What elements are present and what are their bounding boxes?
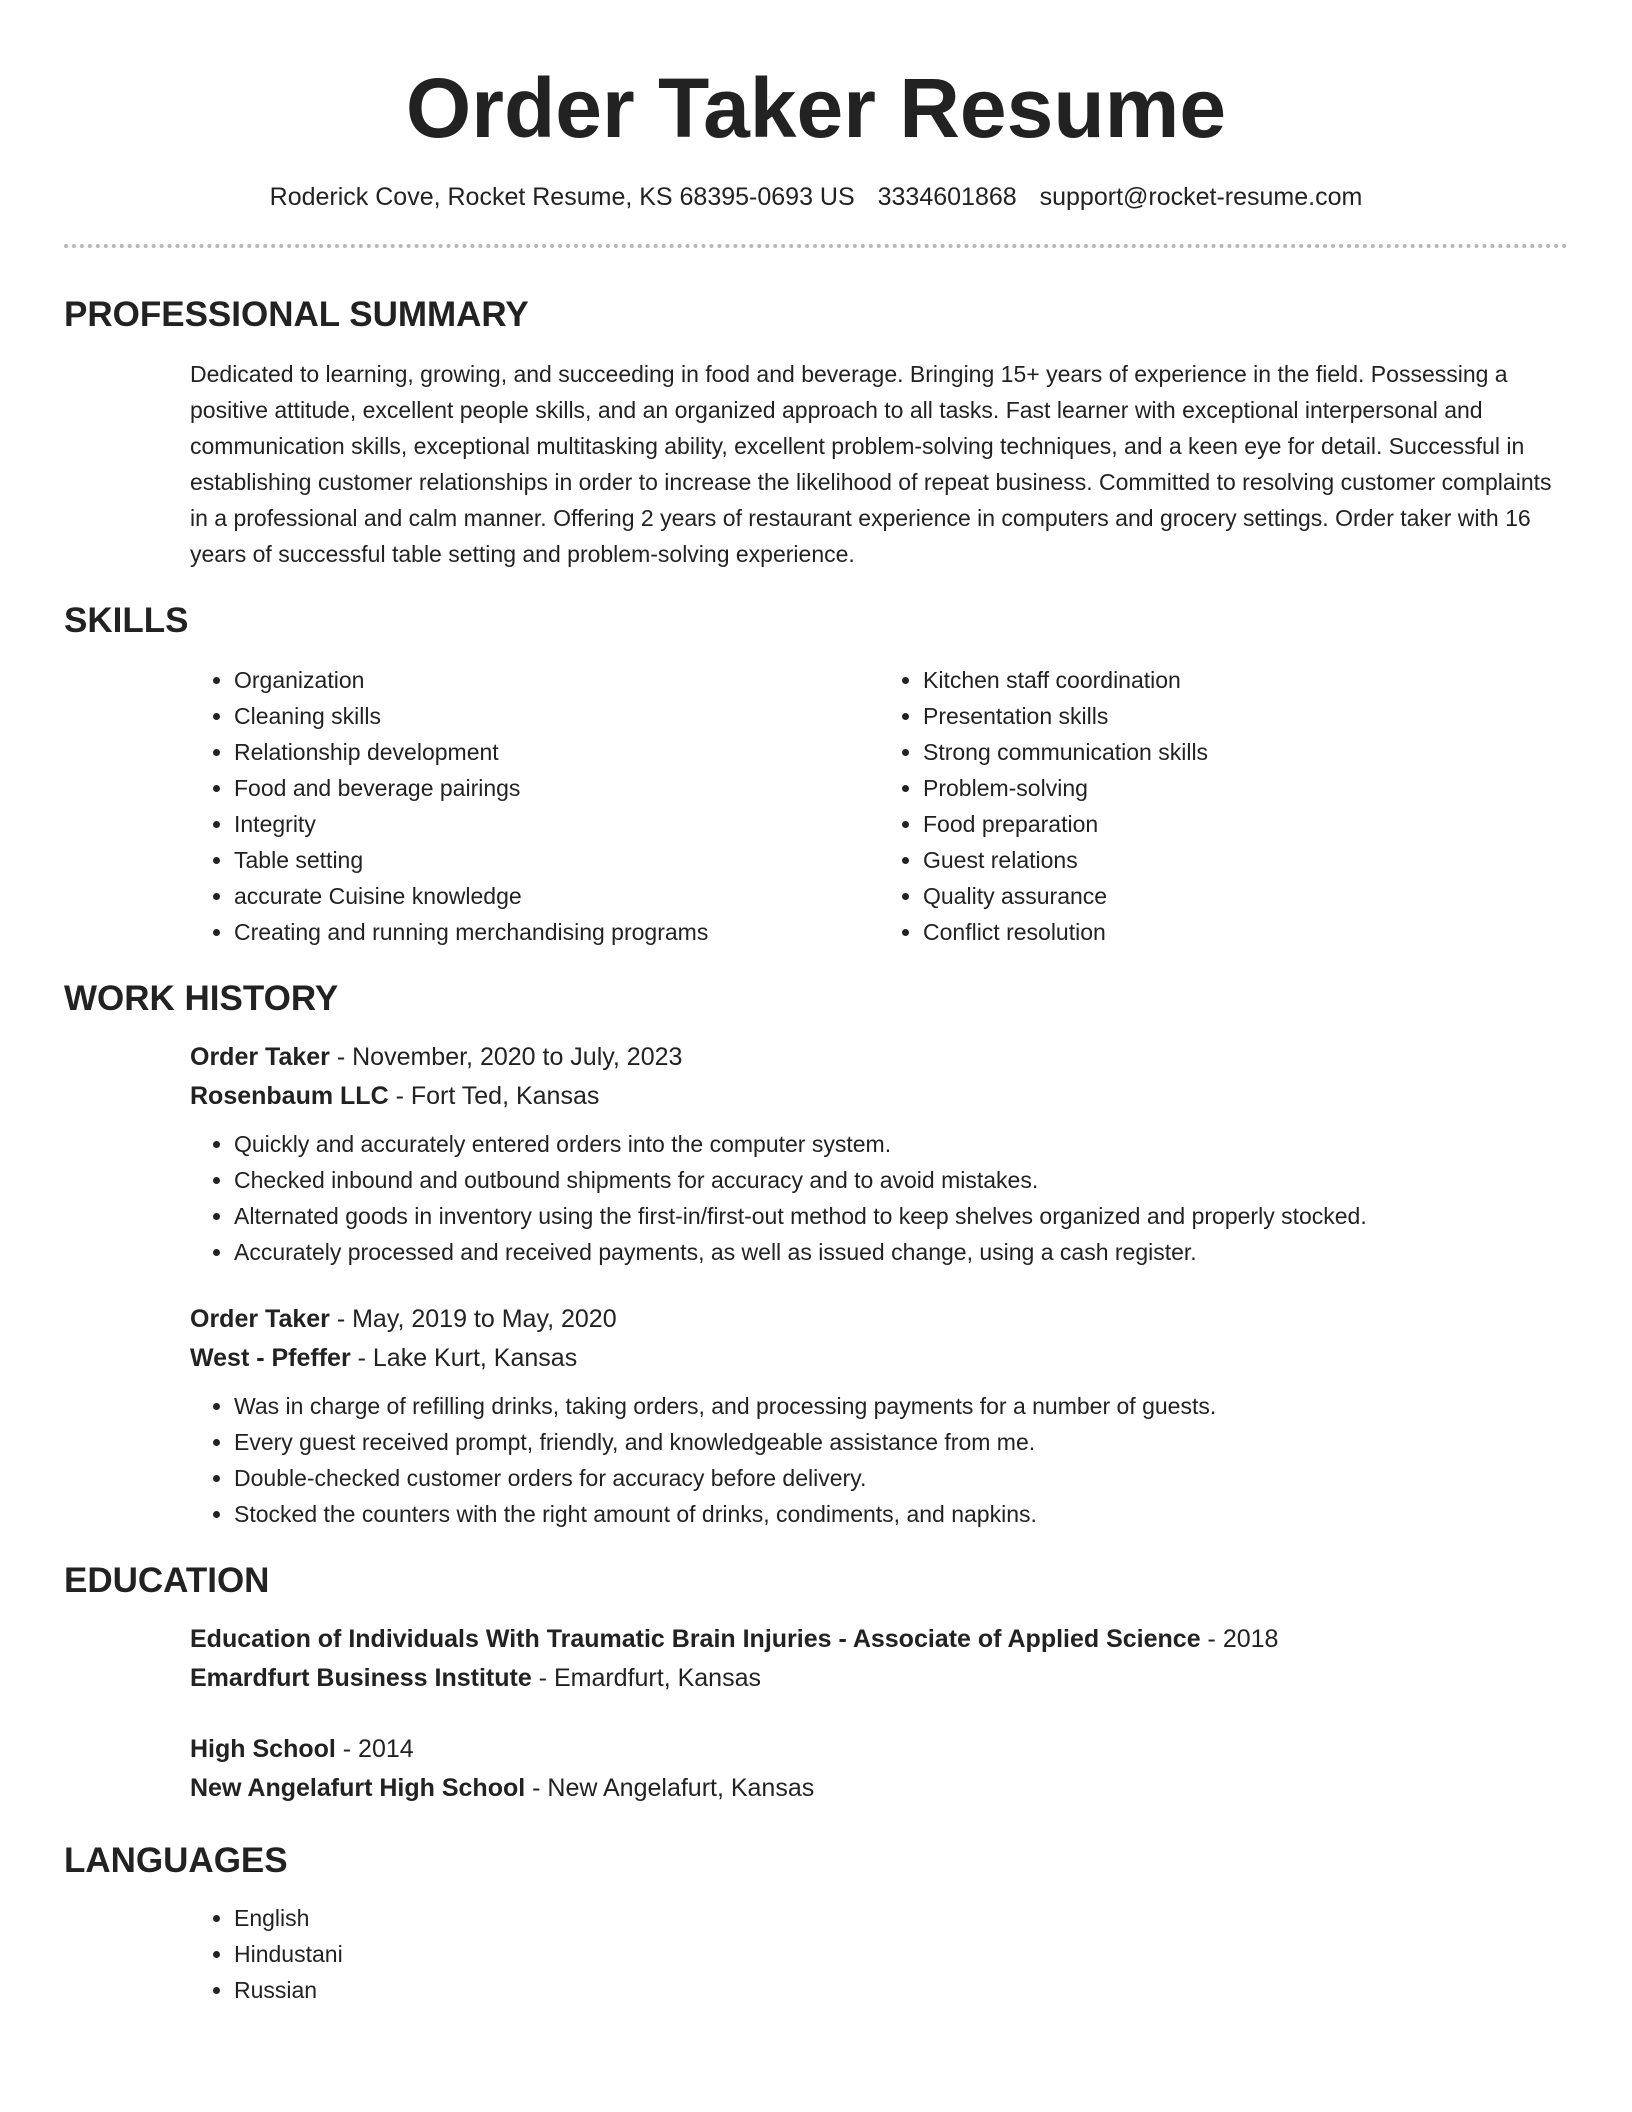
job-company-line (190, 1077, 1568, 1116)
job-bullet: • Quickly and accurately entered orders into the computer system. (234, 1126, 1568, 1162)
job-role-line (190, 1038, 1568, 1077)
job-company: Rosenbaum LLC (190, 1081, 389, 1110)
skills-section (64, 600, 1568, 950)
job-bullet: • Every guest received prompt, friendly, and knowledgeable assistance from me. (234, 1424, 1568, 1460)
skills-columns (190, 662, 1568, 950)
job-company-line (190, 1339, 1568, 1378)
education-school: Emardfurt Business Institute (190, 1663, 532, 1692)
education-year: - 2018 (1200, 1624, 1279, 1653)
education-entry (190, 1620, 1568, 1698)
job-company: West - Pfeffer (190, 1343, 351, 1372)
skill-item: • Creating and running merchandising programs (234, 914, 879, 950)
education-section (64, 1560, 1568, 1808)
skill-item: • Food preparation (923, 806, 1568, 842)
education-school: New Angelafurt High School (190, 1773, 526, 1802)
resume-title: Order Taker Resume (405, 61, 1227, 155)
education-degree: Education of Individuals With Traumatic Brain Injuries - Associate of Applied Science (190, 1624, 1201, 1653)
job-bullet: • Alternated goods in inventory using the first-in/first-out method to keep shelves organized and properly stocked. (234, 1198, 1568, 1234)
work-heading: WORK HISTORY (64, 978, 339, 1018)
summary-section (64, 294, 1568, 572)
job-bullet: • Accurately processed and received payments, as well as issued change, using a cash register. (234, 1234, 1568, 1270)
education-entry (190, 1730, 1568, 1808)
contact-line (64, 183, 1568, 212)
skill-item: • Guest relations (923, 842, 1568, 878)
languages-heading: LANGUAGES (64, 1840, 288, 1880)
education-degree-line (190, 1620, 1568, 1659)
education-school-line (190, 1659, 1568, 1698)
contact-phone: 3334601868 (877, 182, 1017, 211)
language-item: • Hindustani (234, 1936, 1568, 1972)
skill-item: • Organization (234, 662, 879, 698)
job-entry (190, 1038, 1568, 1270)
skill-item: • Food and beverage pairings (234, 770, 879, 806)
education-location: - Emardfurt, Kansas (531, 1663, 761, 1692)
skills-heading: SKILLS (64, 600, 189, 640)
skills-right-list (879, 662, 1568, 950)
job-role-line (190, 1300, 1568, 1339)
job-location: - Lake Kurt, Kansas (350, 1343, 578, 1372)
resume-page (64, 0, 1568, 2008)
skill-item: • Cleaning skills (234, 698, 879, 734)
skill-item: • Quality assurance (923, 878, 1568, 914)
job-bullets (190, 1126, 1568, 1270)
job-role: Order Taker (190, 1304, 330, 1333)
language-item: • Russian (234, 1972, 1568, 2008)
header-divider (64, 244, 1568, 248)
education-degree: High School (190, 1734, 336, 1763)
job-bullet: • Stocked the counters with the right amount of drinks, condiments, and napkins. (234, 1496, 1568, 1532)
skill-item: • Table setting (234, 842, 879, 878)
languages-list (190, 1900, 1568, 2008)
job-bullet: • Double-checked customer orders for accuracy before delivery. (234, 1460, 1568, 1496)
job-role: Order Taker (190, 1042, 330, 1071)
languages-section (64, 1840, 1568, 2008)
education-year: - 2014 (335, 1734, 414, 1763)
skill-item: • Strong communication skills (923, 734, 1568, 770)
language-item: • English (234, 1900, 1568, 1936)
skill-item: • Relationship development (234, 734, 879, 770)
job-dates: - November, 2020 to July, 2023 (329, 1042, 683, 1071)
contact-email: support@rocket-resume.com (1039, 182, 1363, 211)
education-heading: EDUCATION (64, 1560, 270, 1600)
skill-item: • Kitchen staff coordination (923, 662, 1568, 698)
skill-item: • accurate Cuisine knowledge (234, 878, 879, 914)
summary-heading: PROFESSIONAL SUMMARY (64, 294, 529, 334)
job-location: - Fort Ted, Kansas (388, 1081, 600, 1110)
job-dates: - May, 2019 to May, 2020 (329, 1304, 617, 1333)
job-entry (190, 1300, 1568, 1532)
skill-item: • Integrity (234, 806, 879, 842)
job-bullets (190, 1388, 1568, 1532)
education-location: - New Angelafurt, Kansas (525, 1773, 815, 1802)
skills-left-list (190, 662, 879, 950)
education-school-line (190, 1769, 1568, 1808)
education-degree-line (190, 1730, 1568, 1769)
skill-item: • Presentation skills (923, 698, 1568, 734)
job-bullet: • Checked inbound and outbound shipments for accuracy and to avoid mistakes. (234, 1162, 1568, 1198)
work-section (64, 978, 1568, 1532)
contact-address: Roderick Cove, Rocket Resume, KS 68395-0693 US (269, 182, 855, 211)
skill-item: • Conflict resolution (923, 914, 1568, 950)
job-bullet: • Was in charge of refilling drinks, taking orders, and processing payments for a number of guests. (234, 1388, 1568, 1424)
skill-item: • Problem-solving (923, 770, 1568, 806)
summary-text: Dedicated to learning, growing, and succeeding in food and beverage. Bringing 15+ years of experience in the field. Possessing a positive attitude, excellent people skills, and an organized approach to all tasks. Fast learner with exceptional interpersonal and communication skills, exceptional multitasking ability, excellent problem-solving techniques, and a keen eye for detail. Successful in establishing customer relationships in order to increase the likelihood of repeat business. Committed to resolving customer complaints in a professional and calm manner. Offering 2 years of restaurant experience in computers and grocery settings. Order taker with 16 years of successful table setting and problem-solving experience. (190, 360, 1552, 567)
